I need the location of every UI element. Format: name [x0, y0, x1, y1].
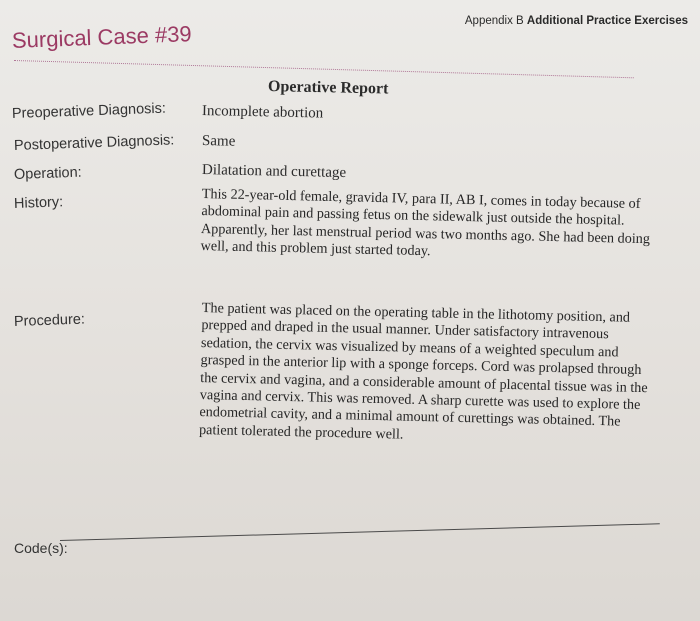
page-header — [465, 15, 688, 27]
preoperative-diagnosis-label: Preoperative Diagnosis: — [11, 100, 167, 122]
postoperative-diagnosis-label: Postoperative Diagnosis: — [13, 132, 175, 154]
codes-answer-line — [60, 523, 660, 541]
procedure-text: The patient was placed on the operating table in the lithotomy position, and prepped and draped in the usual manner. Under satisfactory intravenous sedation, the cervix was visualized by means of a weighted speculum and grasped in the anterior lip with a sponge forceps. Cord was prolapsed through the cervix and vagina, and a considerable amount of placental tissue was in the vagina and cervix. This was removed. A sharp curette was used to explore the endometrial cavity, and a minimal amount of curettings was obtained. The patient tolerated the procedure well. — [198, 300, 648, 443]
history-text: This 22-year-old female, gravida IV, para II, AB I, comes in today because of abdominal pain and passing fetus on the sidewalk just outside the hospital. Apparently, her last menstrual period was two months ago. She had been doing well, and this problem just started today. — [200, 186, 651, 260]
appendix-label: Appendix B — [464, 15, 524, 27]
section-title: Additional Practice Exercises — [526, 15, 688, 27]
title-divider — [14, 60, 634, 78]
procedure-label: Procedure: — [13, 311, 86, 330]
case-title: Surgical Case #39 — [11, 21, 193, 53]
operation-label: Operation: — [13, 164, 82, 183]
operation-value: Dilatation and curettage — [201, 162, 347, 182]
preoperative-diagnosis-value: Incomplete abortion — [201, 103, 324, 122]
codes-label: Code(s): — [14, 540, 68, 556]
postoperative-diagnosis-value: Same — [201, 133, 236, 150]
history-label: History: — [13, 194, 64, 212]
report-title: Operative Report — [267, 78, 389, 98]
